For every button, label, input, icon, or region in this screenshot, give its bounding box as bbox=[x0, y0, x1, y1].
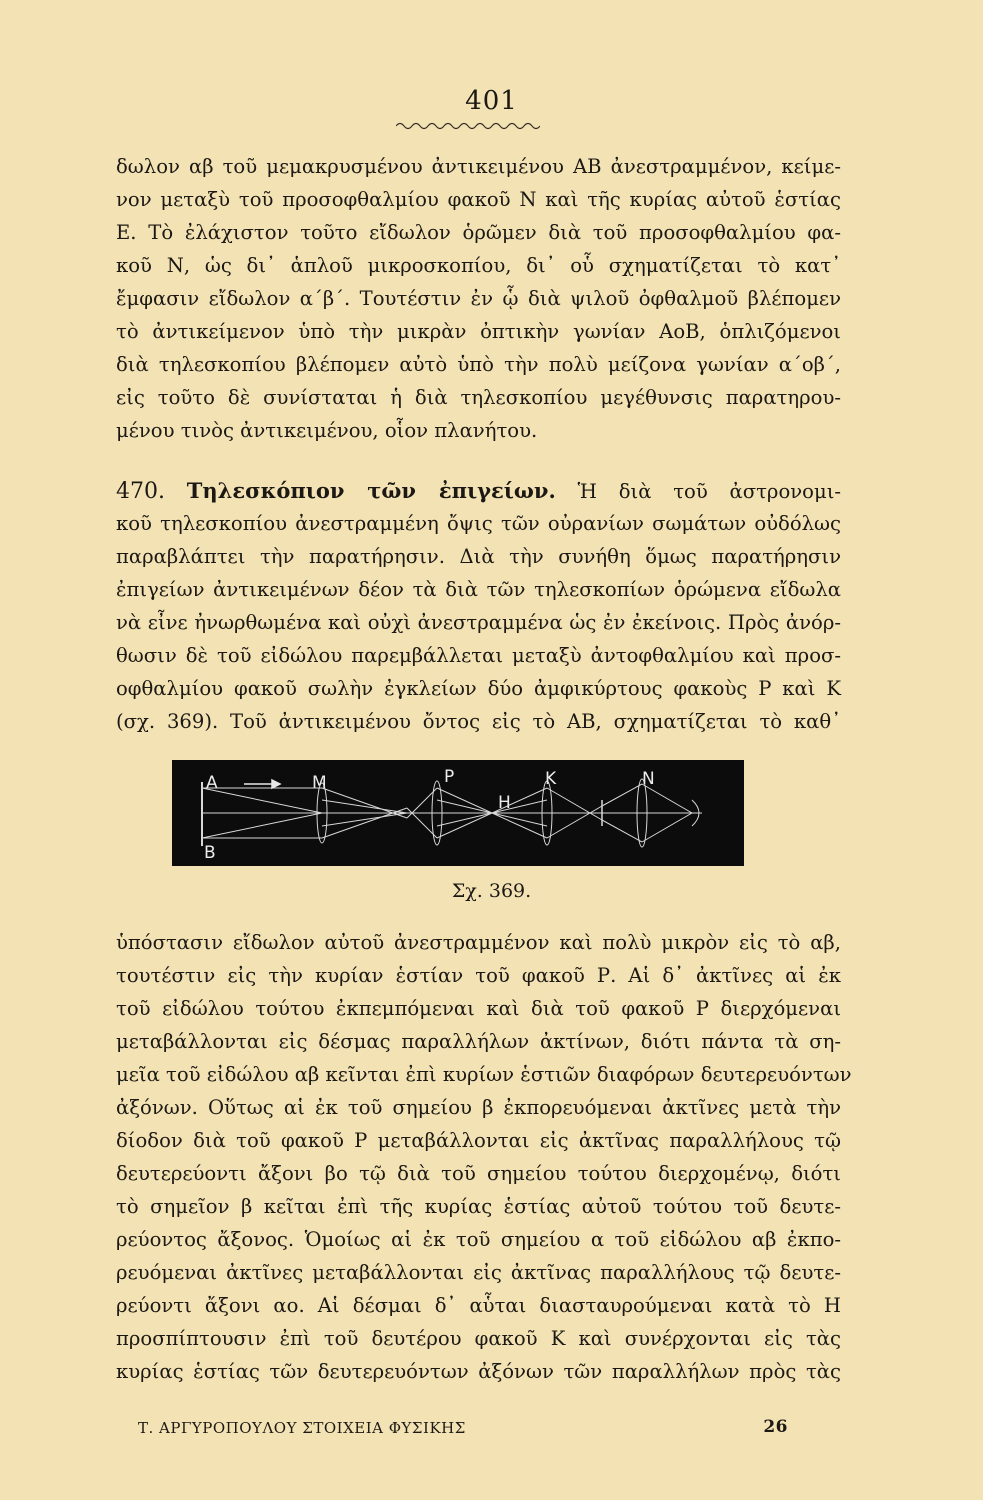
text-line: κυρίας ἑστίας τῶν δευτερευόντων ἀξόνων τῶν παραλλήλων πρὸς τὰς bbox=[116, 1360, 841, 1383]
text-line: κοῦ Ν, ὡς δι᾿ ἁπλοῦ μικροσκοπίου, δι᾿ οὗ σχηματίζεται τὸ κατ᾿ bbox=[116, 254, 841, 277]
section-470 bbox=[116, 474, 841, 738]
figure-label-h: H bbox=[498, 793, 511, 813]
text-line: δίοδον διὰ τοῦ φακοῦ Ρ μεταβάλλονται εἰς ἀκτῖνας παραλλήλους τῷ bbox=[116, 1129, 841, 1152]
figure-caption: Σχ. 369. bbox=[451, 880, 532, 902]
text-line: ἀξόνων. Οὕτως αἱ ἐκ τοῦ σημείου β ἐκπορευόμεναι ἀκτῖνες μετὰ τὴν bbox=[116, 1096, 841, 1119]
text-line: οφθαλμίου φακοῦ σωλὴν ἐγκλείων δύο ἀμφικύρτους φακοὺς Ρ καὶ Κ bbox=[116, 677, 841, 700]
paragraph-continued bbox=[116, 150, 841, 447]
text-line: Ε. Τὸ ἐλάχιστον τοῦτο εἴδωλον ὁρῶμεν διὰ τοῦ προσοφθαλμίου φα- bbox=[116, 221, 841, 244]
figure-label-k: K bbox=[545, 769, 557, 789]
text-line: νὰ εἶνε ἠνωρθωμένα καὶ οὐχὶ ἀνεστραμμένα ὡς ἐν ἐκείνοις. Πρὸς ἀνόρ- bbox=[116, 611, 841, 634]
text-line: μεῖα τοῦ εἰδώλου αβ κεῖνται ἐπὶ κυρίων ἑστιῶν διαφόρων δευτερευόντων bbox=[116, 1063, 852, 1086]
text-line: δευτερεύοντι ἄξονι βο τῷ διὰ τοῦ σημείου τούτου διερχομένῳ, διότι bbox=[116, 1162, 841, 1185]
telescope-figure bbox=[172, 760, 744, 866]
section-heading-line bbox=[116, 474, 841, 507]
text-line: κοῦ τηλεσκοπίου ἀνεστραμμένη ὄψις τῶν οὐρανίων σωμάτων οὐδόλως bbox=[116, 512, 841, 535]
text-line: προσπίπτουσιν ἐπὶ τοῦ δευτέρου φακοῦ Κ καὶ συνέρχονται εἰς τὰς bbox=[116, 1327, 841, 1350]
wavy-rule-ornament bbox=[396, 120, 540, 132]
footer-book-title: Τ. ΑΡΓΥΡΟΠΟΥΛΟΥ ΣΤΟΙΧΕΙΑ ΦΥΣΙΚΗΣ bbox=[138, 1419, 466, 1437]
section-number: 470. bbox=[116, 479, 165, 504]
figure-label-a: A bbox=[206, 773, 218, 793]
paragraph-after-figure bbox=[116, 926, 852, 1388]
text-line: μένου τινὸς ἀντικειμένου, οἷον πλανήτου. bbox=[116, 419, 538, 442]
text-line: ἔμφασιν εἴδωλον α΄β΄. Τουτέστιν ἐν ᾧ διὰ ψιλοῦ ὀφθαλμοῦ βλέπομεν bbox=[116, 287, 841, 310]
text-line: τουτέστιν εἰς τὴν κυρίαν ἑστίαν τοῦ φακοῦ Ρ. Αἱ δ᾿ ἀκτῖνες αἱ ἐκ bbox=[116, 964, 841, 987]
text-line: εἰς τοῦτο δὲ συνίσταται ἡ διὰ τηλεσκοπίου μεγέθυνσις παρατηρου- bbox=[116, 386, 841, 409]
text-line: Ἡ διὰ τοῦ ἀστρονομι- bbox=[577, 480, 841, 503]
section-title: Τηλεσκόπιον τῶν ἐπιγείων. bbox=[186, 478, 556, 503]
footer-signature-number: 26 bbox=[763, 1417, 788, 1437]
text-line: ρευόμεναι ἀκτῖνες μεταβάλλονται εἰς ἀκτῖνας παραλλήλους τῷ δευτε- bbox=[116, 1261, 841, 1284]
text-line: ρεύοντος ἄξονος. Ὁμοίως αἱ ἐκ τοῦ σημείου α τοῦ εἰδώλου αβ ἐκπο- bbox=[116, 1228, 841, 1251]
figure-label-p: P bbox=[444, 767, 455, 787]
text-line: τὸ σημεῖον β κεῖται ἐπὶ τῆς κυρίας ἑστίας αὐτοῦ τούτου τοῦ δευτε- bbox=[116, 1195, 841, 1218]
text-line: μεταβάλλονται εἰς δέσμας παραλλήλων ἀκτίνων, διότι πάντα τὰ ση- bbox=[116, 1030, 841, 1053]
text-line: ἐπιγείων ἀντικειμένων δέον τὰ διὰ τῶν τηλεσκοπίων ὁρώμενα εἴδωλα bbox=[116, 578, 841, 601]
text-line: (σχ. 369). Τοῦ ἀντικειμένου ὄντος εἰς τὸ ΑΒ, σχηματίζεται τὸ καθ᾿ bbox=[116, 710, 841, 733]
text-line: παραβλάπτει τὴν παρατήρησιν. Διὰ τὴν συνήθη ὅμως παρατήρησιν bbox=[116, 545, 841, 568]
text-line: θωσιν δὲ τοῦ εἰδώλου παρεμβάλλεται μεταξὺ ἀντοφθαλμίου καὶ προσ- bbox=[116, 644, 841, 667]
figure-label-n: N bbox=[642, 769, 655, 789]
page-number: 401 bbox=[465, 86, 518, 116]
text-line: διὰ τηλεσκοπίου βλέπομεν αὐτὸ ὑπὸ τὴν πολὺ μείζονα γωνίαν α΄οβ΄, bbox=[116, 353, 841, 376]
figure-label-m: M bbox=[312, 773, 327, 793]
text-line: τὸ ἀντικείμενον ὑπὸ τὴν μικρὰν ὀπτικὴν γωνίαν ΑοΒ, ὁπλιζόμενοι bbox=[116, 320, 841, 343]
figure-label-b: B bbox=[204, 843, 216, 863]
text-line: τοῦ εἰδώλου τούτου ἐκπεμπόμεναι καὶ διὰ τοῦ φακοῦ Ρ διερχόμεναι bbox=[116, 997, 841, 1020]
text-line: δωλον αβ τοῦ μεμακρυσμένου ἀντικειμένου ΑΒ ἀνεστραμμένον, κείμε- bbox=[116, 155, 841, 178]
text-line: ὑπόστασιν εἴδωλον αὐτοῦ ἀνεστραμμένον καὶ πολὺ μικρὸν εἰς τὸ αβ, bbox=[116, 931, 841, 954]
text-line: νον μεταξὺ τοῦ προσοφθαλμίου φακοῦ Ν καὶ τῆς κυρίας αὐτοῦ ἑστίας bbox=[116, 188, 841, 211]
text-line: ρεύοντι ἄξονι αο. Αἱ δέσμαι δ᾿ αὗται διασταυρούμεναι κατὰ τὸ Η bbox=[116, 1294, 841, 1317]
telescope-ray-diagram bbox=[172, 760, 744, 866]
